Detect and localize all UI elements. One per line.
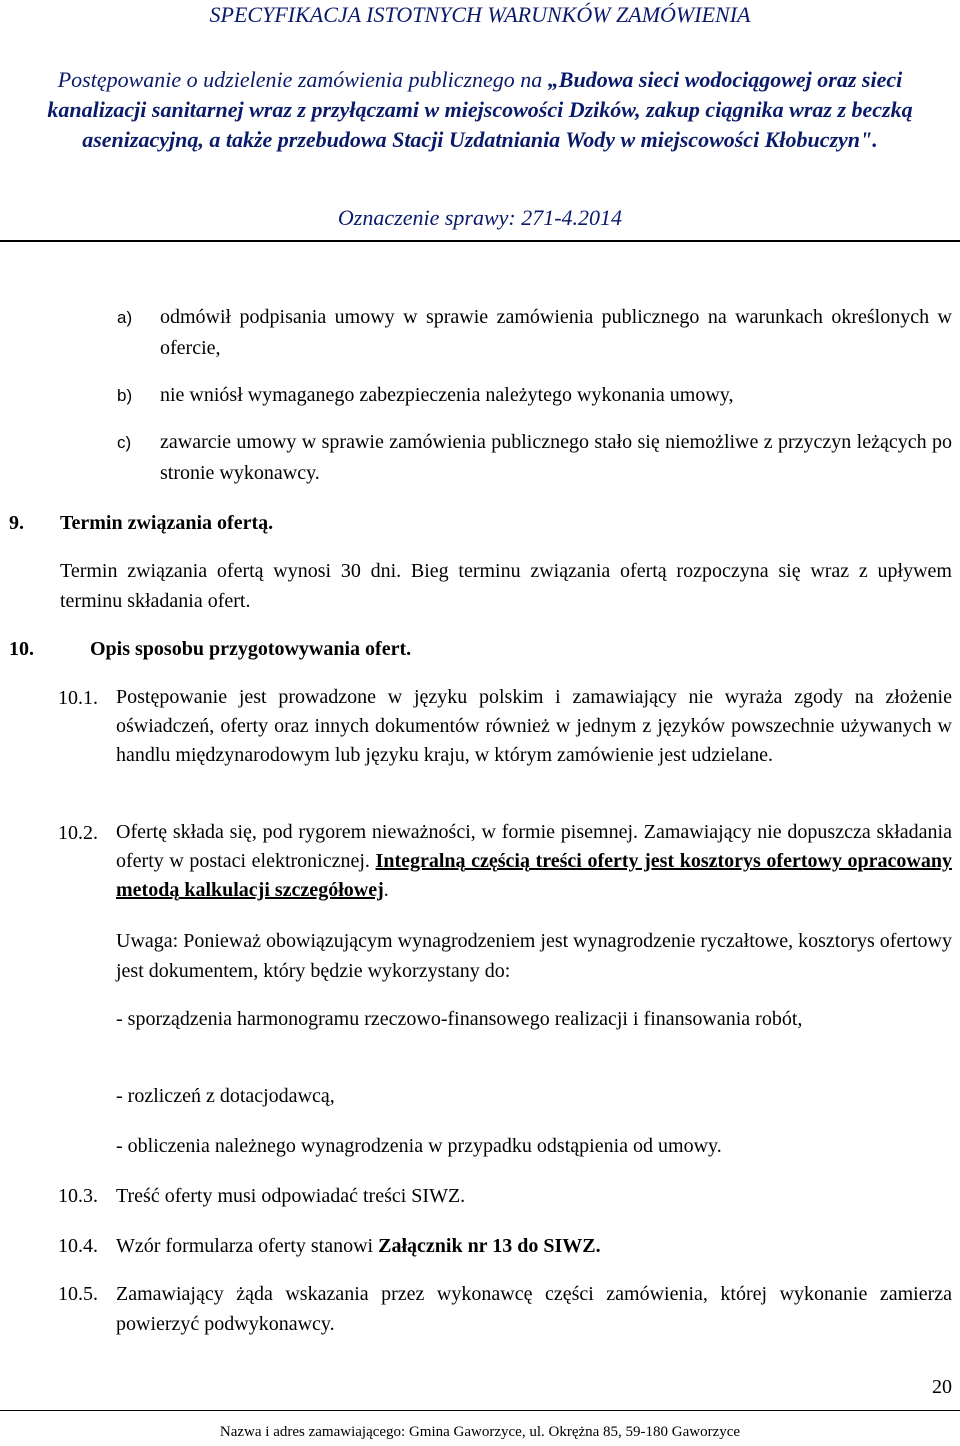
para-10-4-number: 10.4. (58, 1235, 98, 1257)
document-title: SPECYFIKACJA ISTOTNYCH WARUNKÓW ZAMÓWIENIA (209, 2, 751, 27)
para-10-2-text (116, 818, 952, 905)
footer-divider (0, 1410, 960, 1411)
section-9-number: 9. (9, 512, 24, 534)
para-10-2-number: 10.2. (58, 822, 98, 844)
section-10-number: 10. (9, 638, 34, 660)
list-letter-c: c) (117, 433, 132, 452)
footer-address: Nazwa i adres zamawiającego: Gmina Gaworzyce, ul. Okrężna 85, 59-180 Gaworzyce (219, 1424, 741, 1440)
list-letter-a: a) (117, 308, 133, 327)
para-10-5-number: 10.5. (58, 1283, 98, 1305)
para-10-3-text: Treść oferty musi odpowiadać treści SIWZ. (116, 1185, 466, 1207)
para-10-4-attachment: Załącznik nr 13 do SIWZ. (378, 1235, 601, 1257)
section-9-title: Termin związania ofertą. (60, 512, 274, 534)
list-item-c: zawarcie umowy w sprawie zamówienia publicznego stało się niemożliwe z przyczyn leżących po stronie wykonawcy. (160, 431, 952, 484)
list-item-b: nie wniósł wymaganego zabezpieczenia należytego wykonania umowy, (160, 384, 734, 406)
section-9-text: Termin związania ofertą wynosi 30 dni. Bieg terminu związania ofertą rozpoczyna się wraz z upływem terminu składania ofert. (60, 560, 952, 612)
list-item-a: odmówił podpisania umowy w sprawie zamówienia publicznego na warunkach określonych w ofercie, (160, 306, 952, 359)
para-10-1-text: Postępowanie jest prowadzone w języku polskim i zamawiający nie wyraża zgody na złożenie oświadczeń, oferty oraz innych dokumentów również w jednym z języków powszechnie używanych w handlu międzynarodowym lub języku kraju, w którym zamówienie jest udzielane. (116, 686, 952, 766)
section-10-title: Opis sposobu przygotowywania ofert. (90, 638, 412, 660)
para-10-1-number: 10.1. (58, 687, 98, 709)
proceeding-prefix: Postępowanie o udzielenie zamówienia publicznego na (57, 67, 548, 92)
list-letter-b: b) (117, 386, 133, 405)
para-10-2-end: . (383, 879, 389, 901)
case-reference: Oznaczenie sprawy: 271-4.2014 (337, 205, 623, 230)
para-10-5-text: Zamawiający żąda wskazania przez wykonawcę części zamówienia, której wykonanie zamierza powierzyć podwykonawcy. (116, 1283, 952, 1335)
header-divider (0, 240, 960, 242)
bullet-harmonogram: - sporządzenia harmonogramu rzeczowo-finansowego realizacji i finansowania robót, (116, 1008, 803, 1030)
para-10-2-emphasis: Integralną częścią treści oferty jest kosztorys ofertowy opracowany metodą kalkulacji szczegółowej (116, 850, 952, 901)
bullet-rozliczenia: - rozliczeń z dotacjodawcą, (116, 1085, 335, 1107)
para-10-4-text (116, 1231, 952, 1262)
bullet-wynagrodzenie: - obliczenia należnego wynagrodzenia w przypadku odstąpienia od umowy. (116, 1135, 722, 1157)
para-10-3-number: 10.3. (58, 1185, 98, 1207)
proceeding-name: „Budowa sieci wodociągowej oraz sieci kanalizacji sanitarnej wraz z przyłączami w miejscowości Dzików, zakup ciągnika wraz z beczką asenizacyjną, a także przebudowa Stacji Uzdatniania Wody w miejscowości Kłobuczyn". (47, 67, 913, 152)
proceeding-description (24, 65, 936, 155)
para-10-4-plain: Wzór formularza oferty stanowi (116, 1235, 379, 1257)
page-number: 20 (932, 1376, 952, 1398)
para-10-2-plain: Ofertę składa się, pod rygorem nieważności, w formie pisemnej. Zamawiający nie dopuszcza składania oferty w postaci elektronicznej. (116, 821, 952, 872)
note-text: Uwaga: Ponieważ obowiązującym wynagrodzeniem jest wynagrodzenie ryczałtowe, kosztorys ofertowy jest dokumentem, który będzie wykorzystany do: (116, 930, 952, 982)
